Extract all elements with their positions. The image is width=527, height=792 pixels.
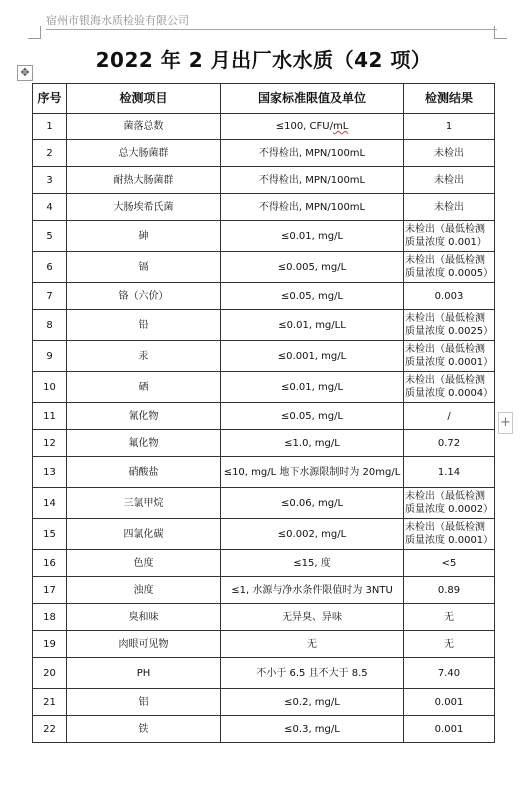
row-item: 色度 <box>67 550 221 577</box>
row-result: 0.001 <box>404 716 495 743</box>
row-result: 未检出（最低检测质量浓度 0.0004） <box>404 372 495 403</box>
row-standard: 无 <box>221 631 404 658</box>
row-item: 三氯甲烷 <box>67 488 221 519</box>
row-index: 13 <box>33 457 67 488</box>
table-row <box>33 310 495 341</box>
row-item: 浊度 <box>67 577 221 604</box>
row-index: 8 <box>33 310 67 341</box>
table-row <box>33 457 495 488</box>
table-row <box>33 372 495 403</box>
row-result: 未检出（最低检测质量浓度 0.0005） <box>404 252 495 283</box>
row-result: 无 <box>404 604 495 631</box>
row-result: 0.72 <box>404 430 495 457</box>
row-index: 21 <box>33 689 67 716</box>
row-result: 未检出（最低检测质量浓度 0.001） <box>404 221 495 252</box>
row-standard: 不得检出, MPN/100mL <box>221 194 404 221</box>
row-standard: ≤0.06, mg/L <box>221 488 404 519</box>
row-item: 砷 <box>67 221 221 252</box>
row-item: 硒 <box>67 372 221 403</box>
row-standard: ≤0.01, mg/LL <box>221 310 404 341</box>
page-corner-mark-left <box>28 26 41 39</box>
row-index: 19 <box>33 631 67 658</box>
row-result: 1 <box>404 114 495 140</box>
row-result: 0.003 <box>404 283 495 310</box>
table-row <box>33 167 495 194</box>
header-rule <box>46 29 497 30</box>
table-row <box>33 221 495 252</box>
row-result: <5 <box>404 550 495 577</box>
standard-text: ≤100, CFU/ <box>275 121 333 132</box>
row-standard <box>221 114 404 140</box>
row-standard: ≤0.01, mg/L <box>221 372 404 403</box>
row-index: 10 <box>33 372 67 403</box>
row-standard: ≤0.3, mg/L <box>221 716 404 743</box>
row-index: 7 <box>33 283 67 310</box>
row-standard: ≤0.001, mg/L <box>221 341 404 372</box>
row-index: 6 <box>33 252 67 283</box>
table-row <box>33 658 495 689</box>
column-header-standard: 国家标准限值及单位 <box>221 84 404 114</box>
column-header-index: 序号 <box>33 84 67 114</box>
table-move-handle-icon[interactable]: ✥ <box>17 65 33 81</box>
row-item: 四氯化碳 <box>67 519 221 550</box>
page-corner-mark-right <box>494 26 507 39</box>
row-result: 未检出（最低检测质量浓度 0.0002） <box>404 488 495 519</box>
water-quality-table <box>32 83 495 743</box>
row-item: PH <box>67 658 221 689</box>
row-item: 铬（六价） <box>67 283 221 310</box>
row-standard: ≤1, 水源与净水条件限值时为 3NTU <box>221 577 404 604</box>
row-item: 铁 <box>67 716 221 743</box>
row-result: 未检出（最低检测质量浓度 0.0001） <box>404 341 495 372</box>
row-index: 17 <box>33 577 67 604</box>
row-result: 无 <box>404 631 495 658</box>
row-result: 1.14 <box>404 457 495 488</box>
table-row <box>33 114 495 140</box>
row-item: 镉 <box>67 252 221 283</box>
column-header-item: 检测项目 <box>67 84 221 114</box>
row-item: 大肠埃希氏菌 <box>67 194 221 221</box>
row-item: 氟化物 <box>67 430 221 457</box>
row-index: 15 <box>33 519 67 550</box>
table-row <box>33 283 495 310</box>
table-row <box>33 716 495 743</box>
row-result: / <box>404 403 495 430</box>
row-standard: 不得检出, MPN/100mL <box>221 140 404 167</box>
row-index: 14 <box>33 488 67 519</box>
table-add-column-icon[interactable]: + <box>498 412 513 434</box>
table-row <box>33 519 495 550</box>
row-index: 9 <box>33 341 67 372</box>
table-row <box>33 550 495 577</box>
row-item: 总大肠菌群 <box>67 140 221 167</box>
table-row <box>33 194 495 221</box>
row-standard: 不小于 6.5 且不大于 8.5 <box>221 658 404 689</box>
row-index: 16 <box>33 550 67 577</box>
row-standard: ≤0.01, mg/L <box>221 221 404 252</box>
row-result: 0.89 <box>404 577 495 604</box>
column-header-result: 检测结果 <box>404 84 495 114</box>
row-item: 氰化物 <box>67 403 221 430</box>
row-result: 0.001 <box>404 689 495 716</box>
row-standard: ≤0.05, mg/L <box>221 283 404 310</box>
table-row <box>33 430 495 457</box>
row-item: 肉眼可见物 <box>67 631 221 658</box>
row-standard: ≤0.005, mg/L <box>221 252 404 283</box>
row-index: 11 <box>33 403 67 430</box>
row-result: 7.40 <box>404 658 495 689</box>
row-item: 汞 <box>67 341 221 372</box>
row-standard: ≤0.05, mg/L <box>221 403 404 430</box>
spellcheck-underlined-text: mL <box>332 121 349 132</box>
row-result: 未检出 <box>404 140 495 167</box>
row-standard: ≤0.2, mg/L <box>221 689 404 716</box>
table-row <box>33 488 495 519</box>
page-header-company: 宿州市银海水质检验有限公司 <box>46 14 189 27</box>
table-row <box>33 252 495 283</box>
table-row <box>33 403 495 430</box>
table-row <box>33 577 495 604</box>
row-item: 臭和味 <box>67 604 221 631</box>
row-index: 5 <box>33 221 67 252</box>
row-index: 12 <box>33 430 67 457</box>
row-standard: 不得检出, MPN/100mL <box>221 167 404 194</box>
table-row <box>33 604 495 631</box>
row-result: 未检出（最低检测质量浓度 0.0001） <box>404 519 495 550</box>
row-index: 20 <box>33 658 67 689</box>
table-row <box>33 689 495 716</box>
row-index: 3 <box>33 167 67 194</box>
row-standard: ≤0.002, mg/L <box>221 519 404 550</box>
row-item: 铅 <box>67 310 221 341</box>
table-header-row <box>33 84 495 114</box>
row-item: 耐热大肠菌群 <box>67 167 221 194</box>
row-result: 未检出（最低检测质量浓度 0.0025） <box>404 310 495 341</box>
row-index: 4 <box>33 194 67 221</box>
row-result: 未检出 <box>404 194 495 221</box>
table-row <box>33 631 495 658</box>
row-item: 菌落总数 <box>67 114 221 140</box>
row-standard: ≤1.0, mg/L <box>221 430 404 457</box>
document-title: 2022 年 2 月出厂水水质（42 项） <box>95 48 432 72</box>
row-index: 1 <box>33 114 67 140</box>
row-standard: ≤15, 度 <box>221 550 404 577</box>
row-index: 18 <box>33 604 67 631</box>
row-standard: 无异臭、异味 <box>221 604 404 631</box>
row-item: 铝 <box>67 689 221 716</box>
table-row <box>33 341 495 372</box>
row-item: 硝酸盐 <box>67 457 221 488</box>
table-row <box>33 140 495 167</box>
row-index: 2 <box>33 140 67 167</box>
row-result: 未检出 <box>404 167 495 194</box>
row-standard: ≤10, mg/L 地下水源限制时为 20mg/L <box>221 457 404 488</box>
row-index: 22 <box>33 716 67 743</box>
